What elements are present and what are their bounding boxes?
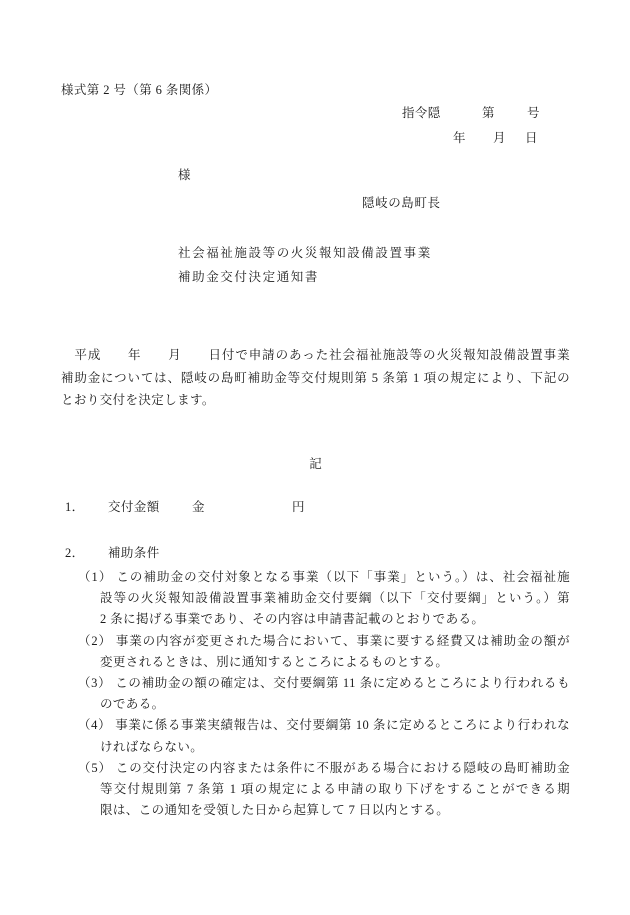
condition-line [78, 715, 571, 736]
condition-marker: （3） [78, 676, 112, 691]
condition-line: 限は、この通知を受領した日から起算して 7 日以内とする。 [100, 803, 450, 818]
record-heading: 記 [309, 457, 322, 471]
condition-line: 設等の火災報知設備設置事業補助金交付要綱（以下「交付要綱」という。）第 [100, 591, 570, 606]
conditions-list [61, 567, 570, 821]
issue-date-line [0, 132, 630, 148]
document-title [178, 241, 432, 289]
condition-marker: （4） [78, 718, 112, 733]
date-month-label: 月 [493, 131, 506, 145]
condition-text: この交付決定の内容または条件に不服がある場合における隠岐の島町補助金 [115, 760, 571, 775]
conditions-heading-number: 2． [65, 546, 85, 560]
condition-item-3 [61, 673, 570, 715]
condition-line: ければならない。 [100, 739, 204, 754]
condition-text: 事業の内容が変更された場合において、事業に要する経費又は補助金の額が [115, 633, 570, 648]
conditions-heading-item [65, 547, 565, 563]
document-title-line1: 社会福祉施設等の火災報知設備設置事業 [178, 246, 432, 260]
date-day-label: 日 [525, 131, 538, 145]
condition-text: 事業に係る事業実績報告は、交付要綱第 10 条に定めるところにより行われな [115, 718, 571, 733]
grant-amount-currency-prefix: 金 [192, 500, 205, 514]
date-year-label: 年 [453, 131, 466, 145]
body-paragraph-line: 補助金については、隠岐の島町補助金等交付規則第 5 条第 1 項の規定により、下記の [61, 370, 570, 385]
condition-line: 2 条に掲げる事業であり、その内容は申請書記載のとおりである。 [100, 612, 485, 627]
form-number: 様式第 2 号（第 6 条関係） [61, 83, 218, 97]
grant-amount-item-number: 1． [65, 500, 85, 514]
directive-agency-prefix: 指令隠 [402, 106, 441, 120]
directive-number-label: 第 [482, 106, 495, 120]
condition-line [78, 631, 570, 652]
condition-item-5 [61, 758, 570, 822]
condition-line [78, 567, 570, 588]
condition-line: 変更されるときは、別に通知するところによるものとする。 [100, 654, 449, 669]
addressee-honorific: 様 [178, 168, 191, 182]
condition-text: この補助金の交付対象となる事業（以下「事業」という。）は、社会福祉施 [116, 570, 570, 584]
condition-line [78, 758, 571, 779]
condition-item-2 [61, 631, 570, 673]
body-paragraph-line: とおり交付を決定します。 [61, 393, 215, 408]
grant-amount-currency-unit: 円 [292, 500, 305, 514]
condition-line: 等交付規則第 7 条第 1 項の規定による申請の取り下げをすることができる期 [100, 782, 570, 797]
conditions-heading-label: 補助条件 [108, 546, 160, 560]
condition-item-1 [61, 567, 570, 631]
issuer-name: 隠岐の島町長 [362, 196, 441, 210]
body-paragraph-line: 平成 年 月 日付で申請のあった社会福祉施設等の火災報知設備設置事業 [61, 348, 570, 362]
document-title-line2: 補助金交付決定通知書 [178, 270, 320, 285]
grant-amount-label: 交付金額 [108, 500, 160, 514]
condition-marker: （1） [78, 570, 113, 584]
directive-number-unit: 号 [527, 106, 540, 120]
condition-text: この補助金の額の確定は、交付要綱第 11 条に定めるところにより行われるも [115, 676, 570, 691]
condition-marker: （5） [78, 760, 112, 775]
condition-marker: （2） [78, 633, 112, 648]
condition-line: のである。 [100, 697, 165, 712]
grant-amount-item [65, 501, 565, 517]
condition-item-4 [61, 715, 570, 757]
condition-line [78, 673, 570, 694]
directive-number-line [0, 107, 630, 123]
body-paragraph [61, 344, 570, 412]
